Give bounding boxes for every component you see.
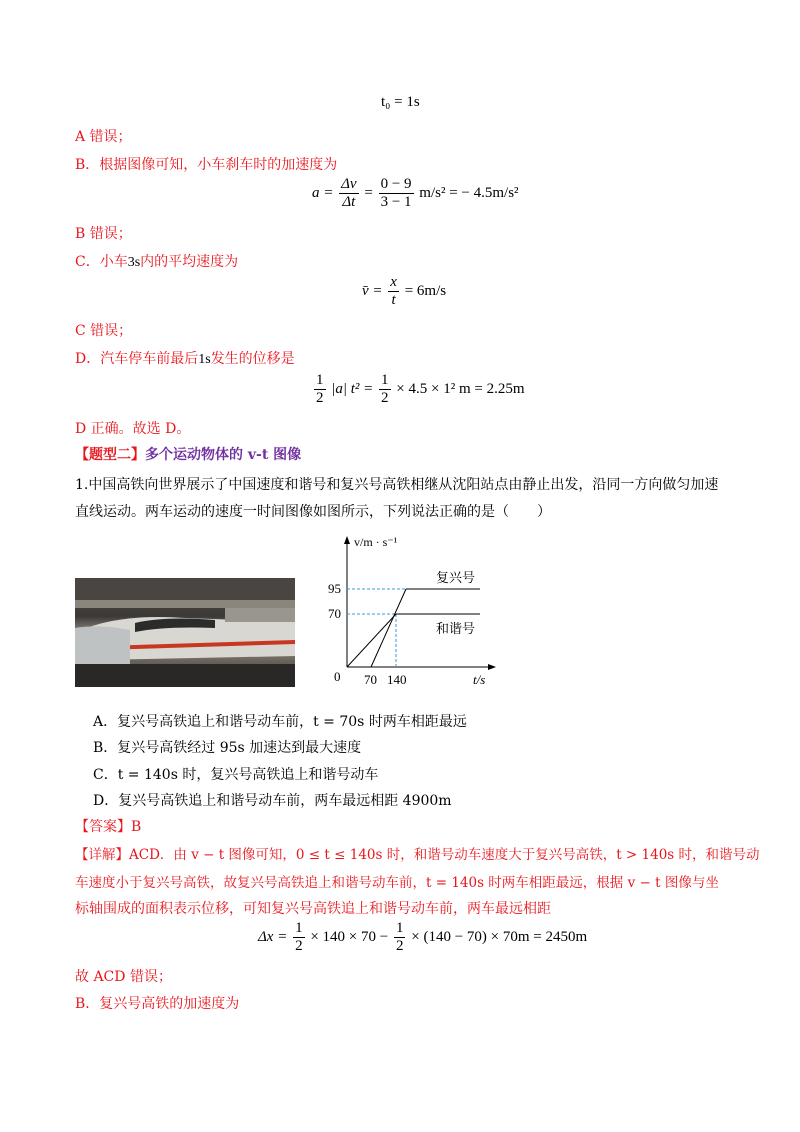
b-text: B．根据图像可知，小车刹车时的加速度为 [75,157,338,173]
fuxing-label: 复兴号 [436,571,476,586]
option-b: B．复兴号高铁经过 95s 加速达到最大速度 [93,740,362,756]
y-tick-70: 70 [328,606,341,621]
detail-line-1: 【详解】ACD．由 v − t 图像可知，0 ≤ t ≤ 140s 时，和谐号动车速度大于复兴号高铁，t > 140s 时，和谐号动 [75,847,760,863]
fuxing-accel-line [371,589,406,667]
hexie-accel-line [347,614,396,667]
train-illustration [75,578,295,687]
vt-graph [330,532,500,692]
origin-label: 0 [334,669,341,684]
d-correct: D 正确。故选 D。 [75,421,191,437]
average-velocity-equation: v̄ = $\frac{x}{t}$ = 6m/s [362,274,447,308]
x-tick-140: 140 [387,672,407,687]
question-line-2: 直线运动。两车运动的速度一时间图像如图所示，下列说法正确的是（ ） [75,504,551,520]
y-tick-95: 95 [328,581,341,596]
d-text: D．汽车停车前最后1s发生的位移是 [75,351,295,367]
a-wrong: A 错误； [75,129,132,145]
c-text: C．小车3s内的平均速度为 [75,254,239,270]
option-c: C．t = 140s 时，复兴号高铁追上和谐号动车 [93,767,379,783]
t0-equation: t₀ = 1s [381,94,420,110]
option-d: D．复兴号高铁追上和谐号动车前，两车最远相距 4900m [93,793,452,809]
answer-label: 【答案】B [75,819,142,835]
section-heading: 【题型二】多个运动物体的 v-t 图像 [75,447,302,463]
detail-line-3: 标轴围成的面积表示位移，可知复兴号高铁追上和谐号动车前，两车最远相距 [75,901,551,917]
x-tick-70: 70 [364,672,377,687]
hexie-label: 和谐号 [436,622,476,637]
detail-line-2: 车速度小于复兴号高铁，故复兴号高铁追上和谐号动车前，t = 140s 时两车相距最远，根据 v − t 图像与坐 [75,875,719,891]
displacement-equation: $\frac{1}{2}$ |a| t² = $\frac{1}{2}$ × 4.5 × 1² m = 2.25m [316,372,525,406]
option-a: A．复兴号高铁追上和谐号动车前，t = 70s 时两车相距最远 [93,714,467,730]
b-acceleration-text: B．复兴号高铁的加速度为 [75,996,240,1012]
b-wrong: B 错误； [75,226,132,242]
y-axis-arrow [344,536,350,544]
acd-wrong: 故 ACD 错误； [75,969,172,985]
question-line-1: 1.中国高铁向世界展示了中国速度和谐号和复兴号高铁相继从沈阳站点由静止出发，沿同一方向做匀加速 [75,477,719,493]
max-distance-equation: Δx = $\frac{1}{2}$ × 140 × 70 − $\frac{1}{2}$ × (140 − 70) × 70m = 2450m [258,920,588,954]
x-axis-label: t/s [473,672,486,687]
x-axis-arrow [488,664,496,670]
high-speed-train-photo [75,578,295,687]
acceleration-equation: a = $\frac{\Delta v}{\Delta t}$ = $\frac{0 - 9}{3 - 1}$ m/s² = − 4.5m/s² [312,176,519,210]
y-axis-label: v/m · s⁻¹ [354,535,398,549]
c-wrong: C 错误； [75,323,133,339]
